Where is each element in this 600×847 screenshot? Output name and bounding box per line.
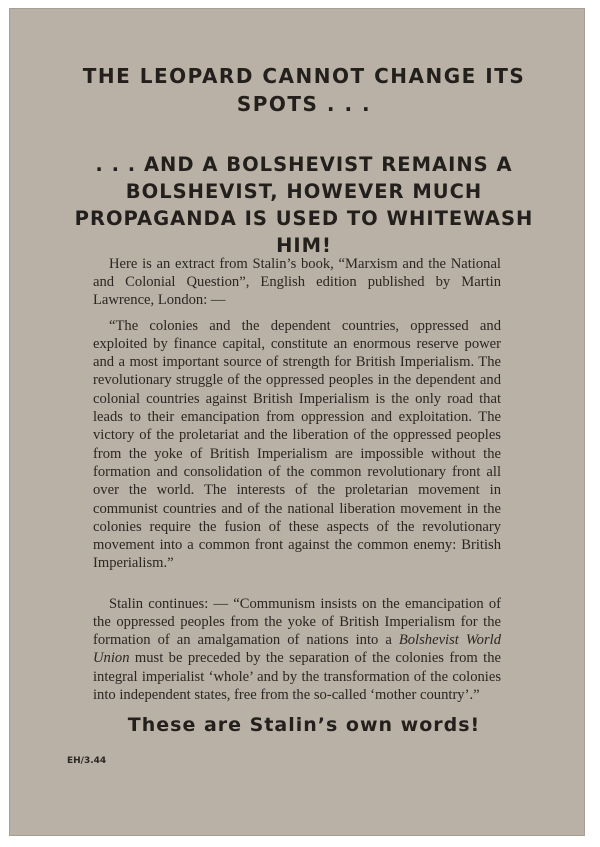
headline-bolshevist: . . . AND A BOLSHEVIST REMAINS A BOLSHEVIST, HOWEVER MUCH PROPAGANDA IS USED TO WHITEWASH HIM! [74, 153, 534, 257]
leaflet-page [9, 8, 585, 836]
stalin-continues-paragraph [93, 595, 501, 705]
continues-text-b: must be preceded by the separation of the colonies from the integral imperialist ‘whole’ and by the transformation of the colonies into independent states, free from the so-called ‘mother country’.” [93, 650, 501, 704]
closing-slogan: These are Stalin’s own words! [127, 714, 481, 736]
continues-text-a: Stalin continues: — “Communism insists on the emancipation of the oppressed peoples from the yoke of British Imperialism for the formation of an amalgamation of nations into a [93, 595, 501, 649]
stalin-quote-paragraph: “The colonies and the dependent countries, oppressed and exploited by finance capital, constitute an enormous reserve power and a most important source of strength for British Imperialism. The revolutionary struggle of the oppressed peoples in the dependent and colonial countries against British Imperialism is the only road that leads to their emancipation from oppression and exploitation. The victory of the proletariat and the liberation of the oppressed peoples from the yoke of British Imperialism are impossible without the formation and consolidation of the common revolutionary front all over the world. The interests of the proletarian movement in communist countries and of the national liberation movement in the colonies require the fusion of these aspects of the revolutionary movement into a common front against the common enemy: British Imperialism.” [93, 317, 501, 572]
intro-paragraph: Here is an extract from Stalin’s book, “Marxism and the National and Colonial Question”, English edition published by Martin Lawrence, London: — [93, 255, 501, 309]
print-code: EH/3.44 [67, 756, 107, 766]
continues-italic-text: Bolshevist World Union [93, 632, 501, 667]
headline-leopard: THE LEOPARD CANNOT CHANGE ITS SPOTS . . . [82, 64, 526, 116]
